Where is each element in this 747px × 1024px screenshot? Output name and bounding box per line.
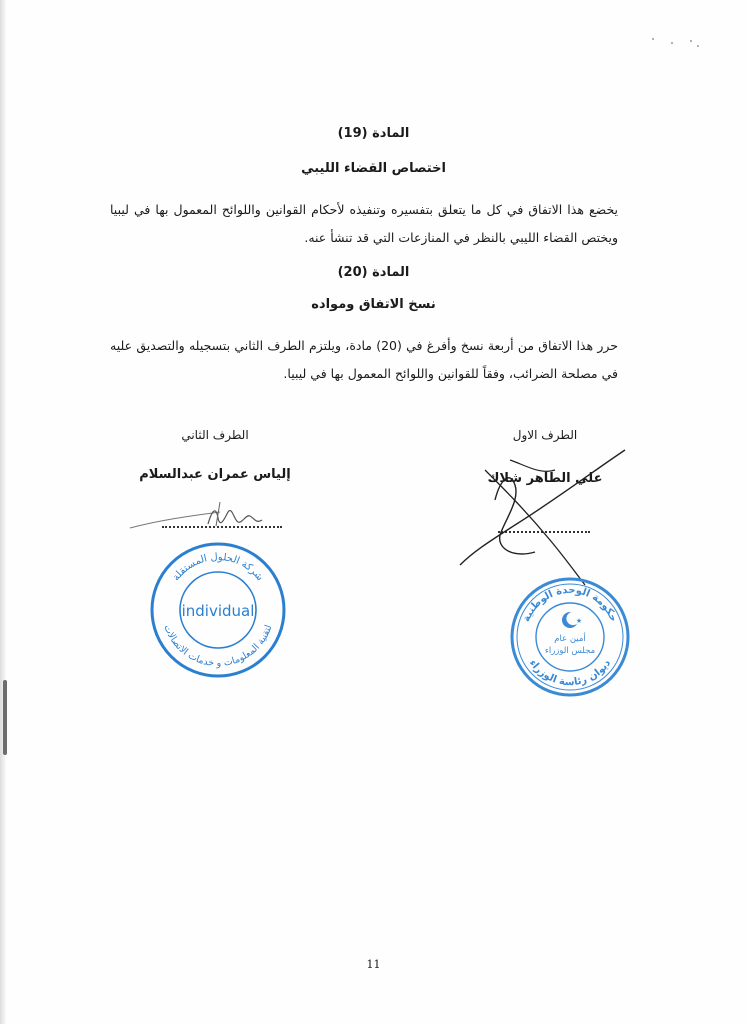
government-stamp-bottom-text: ديوان رئاسة الوزراء bbox=[526, 657, 614, 689]
government-stamp-top-text: حكومة الوحدة الوطنية bbox=[521, 584, 619, 624]
second-party-signature bbox=[120, 498, 310, 538]
second-party-name: إلياس عمران عبدالسلام bbox=[139, 467, 291, 482]
government-stamp-line1: أمين عام bbox=[554, 634, 586, 644]
svg-text:شركة الحلول المستقلة bbox=[171, 552, 266, 583]
article-20-body: حرر هذا الاتفاق من أربعة نسخ وأفرغ في (20) مادة، ويلتزم الطرف الثاني بتسجيله والتصديق عليه في مصلحة الضرائب، وفقاً للقوانين واللوائح المعمول بها في ليبيا. bbox=[110, 338, 618, 381]
first-party-signature bbox=[455, 440, 635, 590]
article-19-number: المادة (19) bbox=[337, 126, 410, 141]
company-stamp bbox=[148, 540, 288, 680]
crescent-star-icon bbox=[562, 612, 582, 628]
page-edge-shadow bbox=[0, 0, 6, 1024]
page-number: 11 bbox=[366, 958, 381, 971]
company-stamp-top-text: شركة الحلول المستقلة bbox=[170, 551, 266, 584]
scan-speck bbox=[671, 42, 673, 44]
svg-text:ديوان رئاسة الوزراء bbox=[527, 658, 613, 688]
svg-text:★: ★ bbox=[575, 617, 583, 625]
government-stamp bbox=[508, 575, 632, 699]
scan-speck bbox=[652, 38, 654, 40]
company-stamp-logo-text: individual bbox=[181, 602, 255, 620]
article-20-title: نسخ الاتفاق ومواده bbox=[311, 297, 436, 312]
first-party-name: علي الطاهر شلاك bbox=[487, 471, 603, 486]
first-party-label: الطرف الاول bbox=[512, 428, 578, 442]
article-19-title: اختصاص القضاء الليبي bbox=[301, 161, 446, 176]
binder-mark bbox=[3, 680, 7, 755]
second-party-label: الطرف الثاني bbox=[181, 428, 249, 442]
scan-speck bbox=[690, 40, 692, 42]
article-19-body: يخضع هذا الاتفاق في كل ما يتعلق بتفسيره وتنفيذه لأحكام القوانين واللوائح المعمول بها في ليبيا ويختص القضاء الليبي بالنظر في المنازعات التي قد تنشأ عنه. bbox=[110, 202, 618, 245]
government-stamp-line2: مجلس الوزراء bbox=[544, 646, 596, 656]
article-20-number: المادة (20) bbox=[337, 265, 410, 280]
company-stamp-bottom-text: لتقنية المعلومات و خدمات الاتصالات bbox=[161, 623, 275, 670]
scan-speck bbox=[697, 45, 699, 47]
